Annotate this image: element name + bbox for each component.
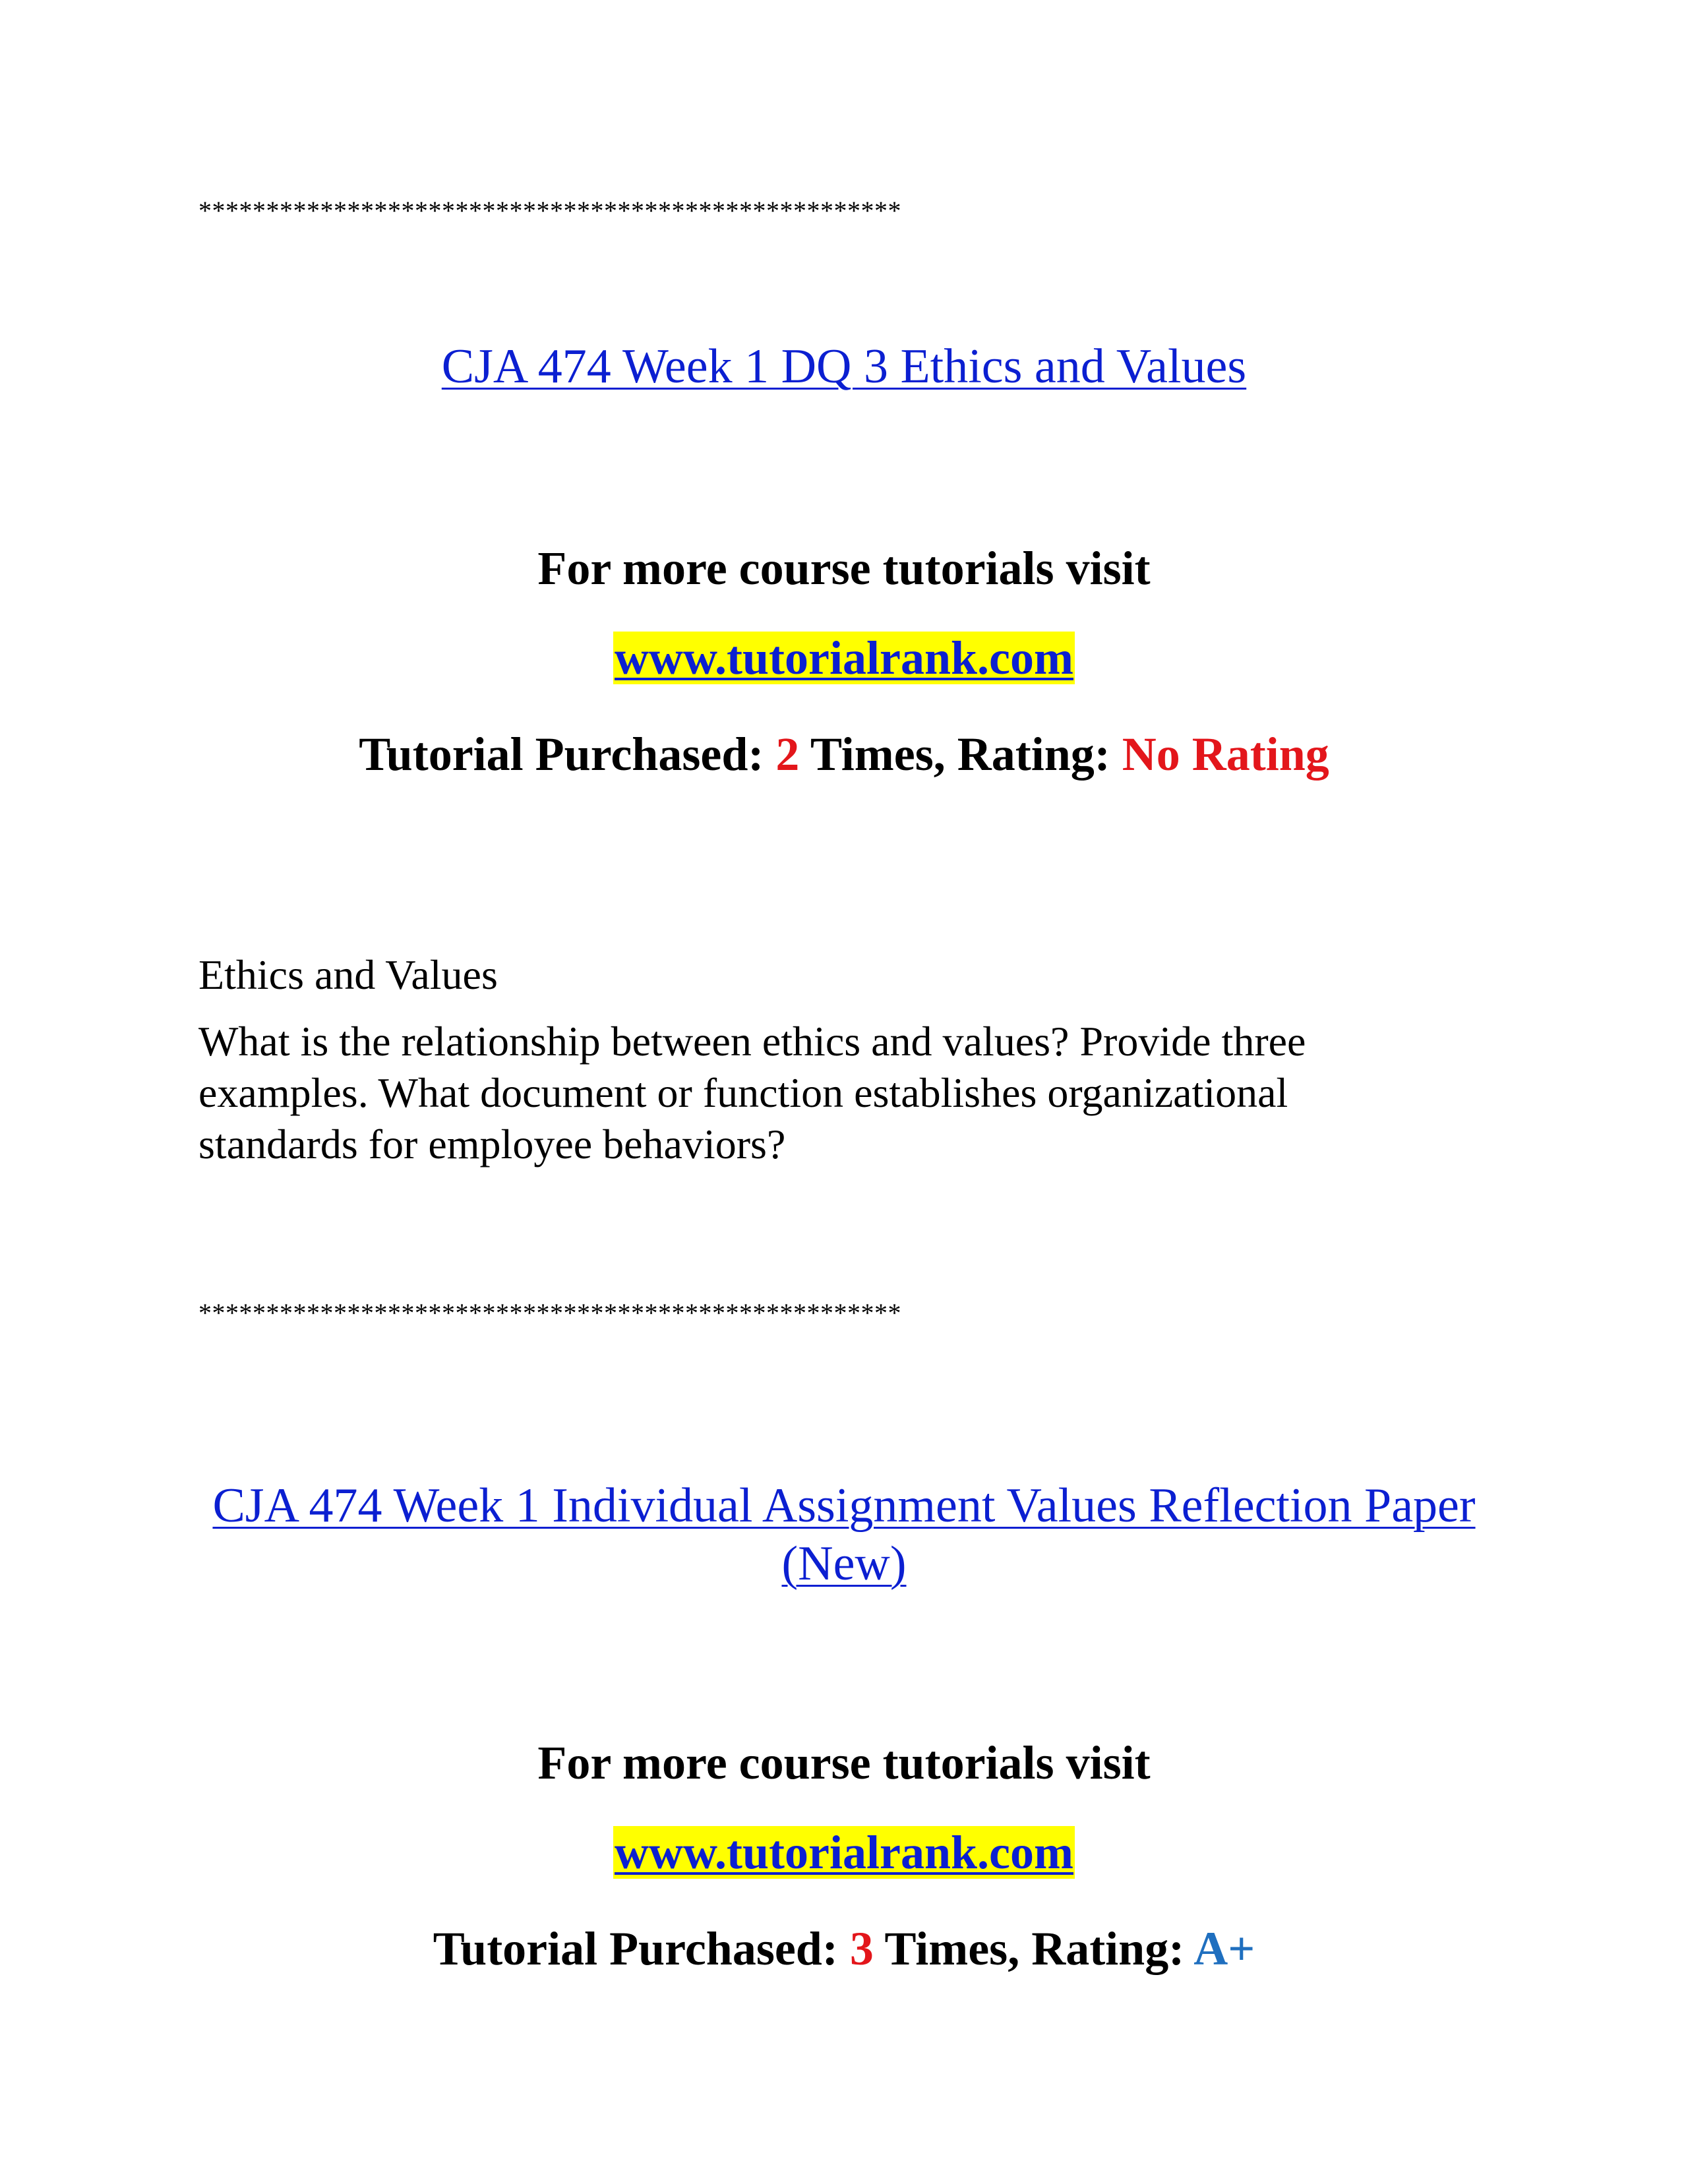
times-rating-label-2: Times, Rating: xyxy=(873,1922,1194,1975)
purchased-label-1: Tutorial Purchased: xyxy=(359,728,776,781)
rating-value-1: No Rating xyxy=(1122,728,1329,781)
visit-text-2: For more course tutorials visit xyxy=(537,1736,1151,1789)
question-line-1: What is the relationship between ethics and values? Provide three xyxy=(198,1018,1306,1065)
section-heading: Ethics and Values xyxy=(198,951,498,998)
site-link-1[interactable]: www.tutorialrank.com xyxy=(615,632,1073,684)
rating-value-2: A+ xyxy=(1193,1922,1255,1975)
visit-text-1: For more course tutorials visit xyxy=(537,542,1151,595)
purchased-label-2: Tutorial Purchased: xyxy=(433,1922,850,1975)
separator-middle: **************************************************** xyxy=(198,1298,901,1328)
purchase-info-1 xyxy=(0,728,1688,781)
purchased-count-1: 2 xyxy=(775,728,800,781)
separator-top: **************************************************** xyxy=(198,196,901,225)
site-link-wrap-2 xyxy=(0,1826,1688,1879)
purchased-count-2: 3 xyxy=(849,1922,874,1975)
question-line-2: examples. What document or function establishes organizational xyxy=(198,1069,1288,1116)
tutorial-title-link-2a[interactable]: CJA 474 Week 1 Individual Assignment Values Reflection Paper xyxy=(212,1479,1476,1533)
tutorial-title-link-2b[interactable]: (New) xyxy=(781,1537,907,1591)
question-line-3: standards for employee behaviors? xyxy=(198,1121,786,1167)
site-link-wrap-1 xyxy=(0,632,1688,684)
site-link-2[interactable]: www.tutorialrank.com xyxy=(615,1826,1073,1879)
times-rating-label-1: Times, Rating: xyxy=(799,728,1122,781)
tutorial-title-link-1[interactable]: CJA 474 Week 1 DQ 3 Ethics and Values xyxy=(441,339,1247,394)
purchase-info-2 xyxy=(0,1922,1688,1975)
